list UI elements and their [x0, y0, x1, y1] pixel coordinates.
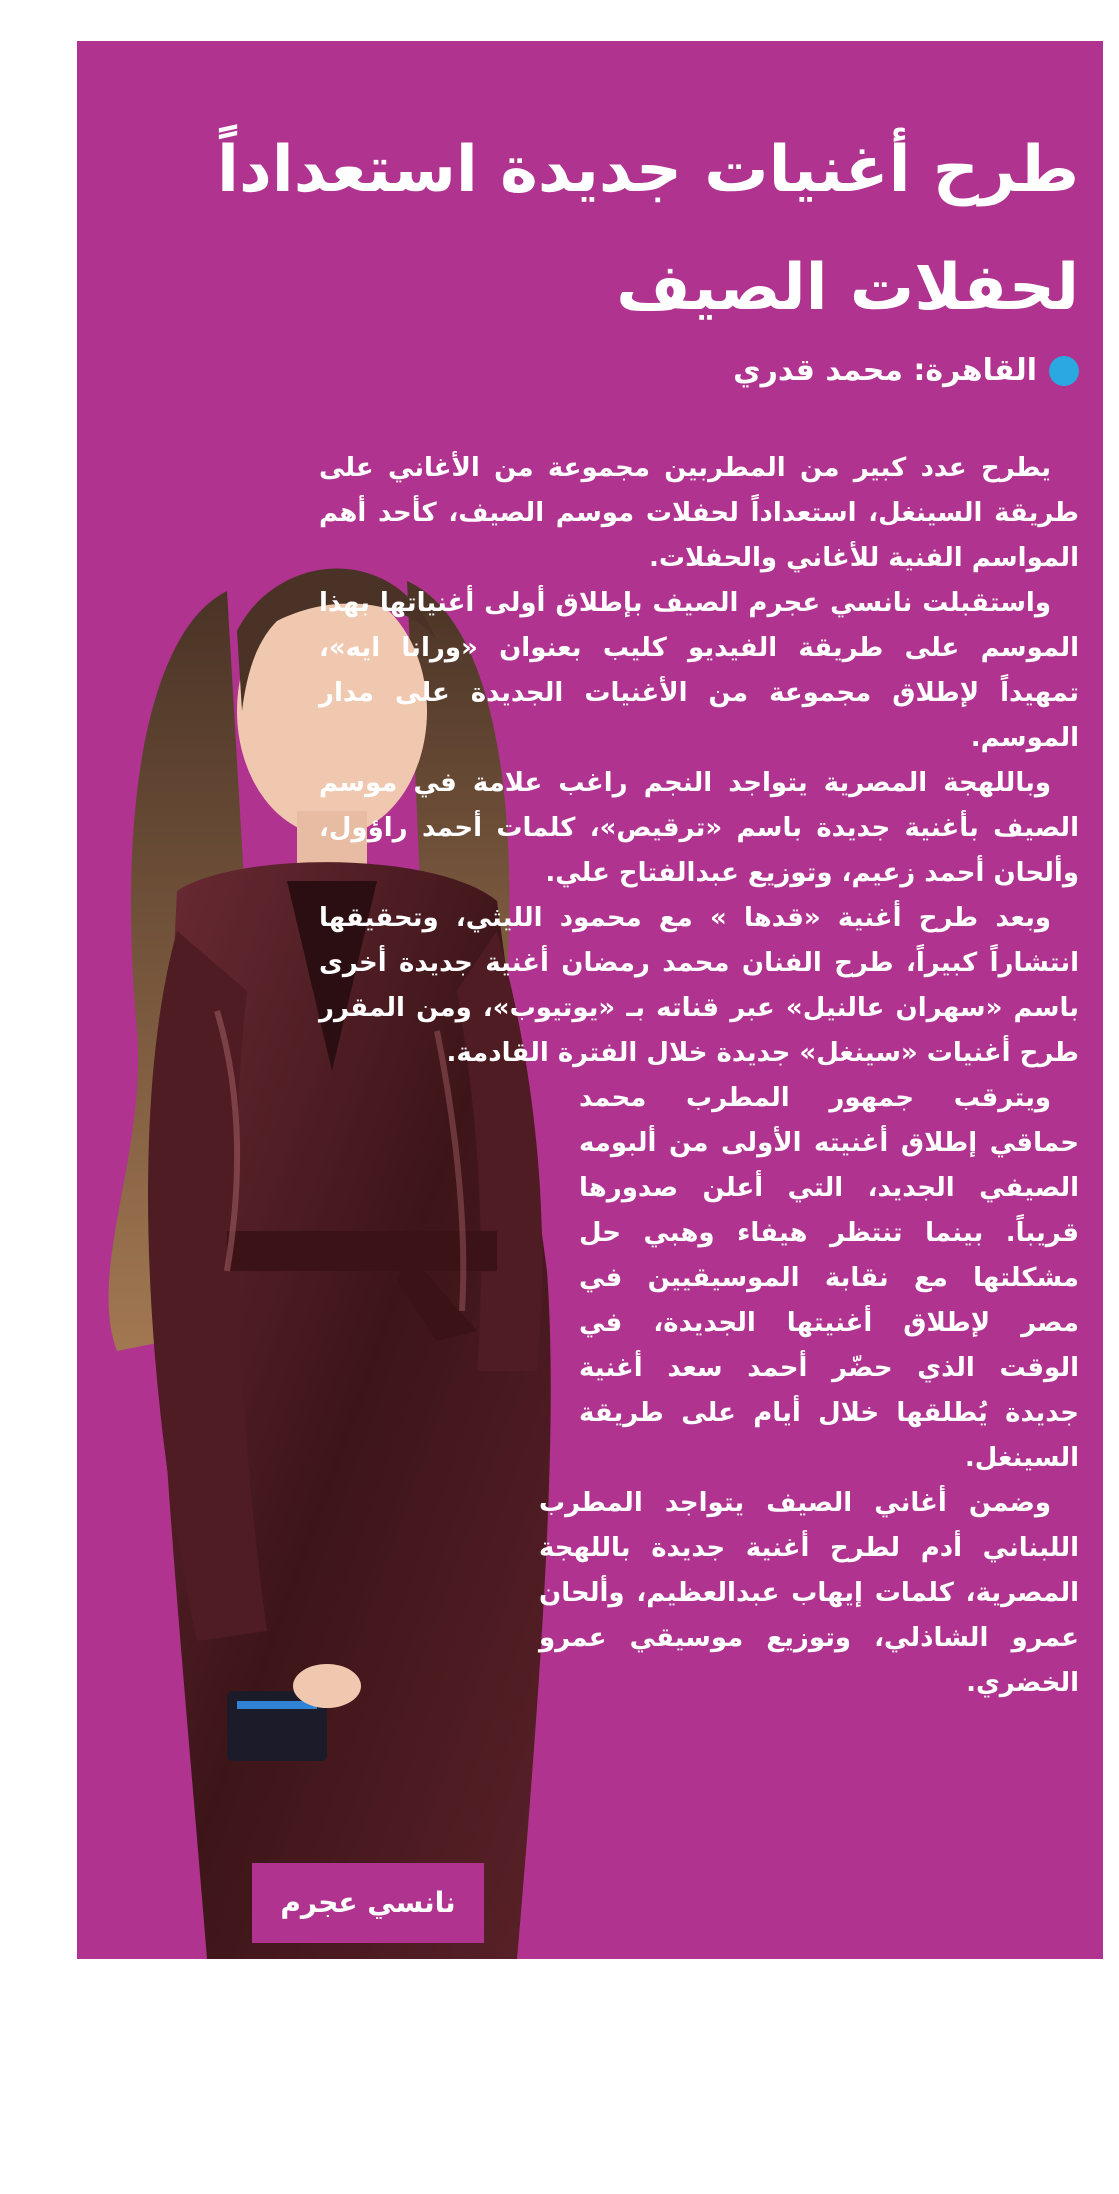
article-paragraph: وضمن أغاني الصيف يتواجد المطرب اللبناني أدم لطرح أغنية جديدة باللهجة المصرية، كلمات إيهاب عبدالعظيم، وألحان عمرو الشاذلي، وتوزيع موسيقي عمرو الخضري. [539, 1488, 1079, 1698]
byline [733, 351, 1079, 391]
article-paragraph: يطرح عدد كبير من المطربين مجموعة من الأغاني على طريقة السينغل، استعداداً لحفلات موسم الصيف، كأحد أهم المواسم الفنية للأغاني والحفلات. [319, 453, 1079, 573]
article-paragraph: وبعد طرح أغنية «قدها » مع محمود الليثي، وتحقيقها انتشاراً كبيراً، طرح الفنان محمد رمضان أغنية جديدة أخرى باسم «سهران عالنيل» عبر قناته بـ «يوتيوب»، ومن المقرر طرح أغنيات «سينغل» جديدة خلال الفترة القادمة. [319, 903, 1079, 1068]
photo-caption: نانسي عجرم [252, 1863, 484, 1943]
article-paragraph: وباللهجة المصرية يتواجد النجم راغب علامة في موسم الصيف بأغنية جديدة باسم «ترقيص»، كلمات أحمد راؤول، وألحان أحمد زعيم، وتوزيع عبدالفتاح علي. [319, 768, 1079, 888]
article-paragraph: ويترقب جمهور المطرب محمد حماقي إطلاق أغنيته الأولى من ألبومه الصيفي الجديد، التي أعلن صدورها قريباً. بينما تنتظر هيفاء وهبي حل مشكلتها مع نقابة الموسيقيين في مصر لإطلاق أغنيتها الجديدة، في الوقت الذي حضّر أحمد سعد أغنية جديدة يُطلقها خلال أيام على طريقة السينغل. [579, 1083, 1079, 1473]
article-panel [77, 41, 1103, 1959]
article-paragraph: واستقبلت نانسي عجرم الصيف بإطلاق أولى أغنياتها بهذا الموسم على طريقة الفيديو كليب بعنوان «ورانا ايه»، تمهيداً لإطلاق مجموعة من الأغنيات الجديدة على مدار الموسم. [319, 588, 1079, 753]
byline-text: القاهرة: محمد قدري [733, 353, 1037, 388]
bullet-dot-icon [1049, 356, 1079, 386]
headline: طرح أغنيات جديدة استعداداً لحفلات الصيف [217, 133, 1079, 325]
article-body [319, 446, 1079, 1706]
